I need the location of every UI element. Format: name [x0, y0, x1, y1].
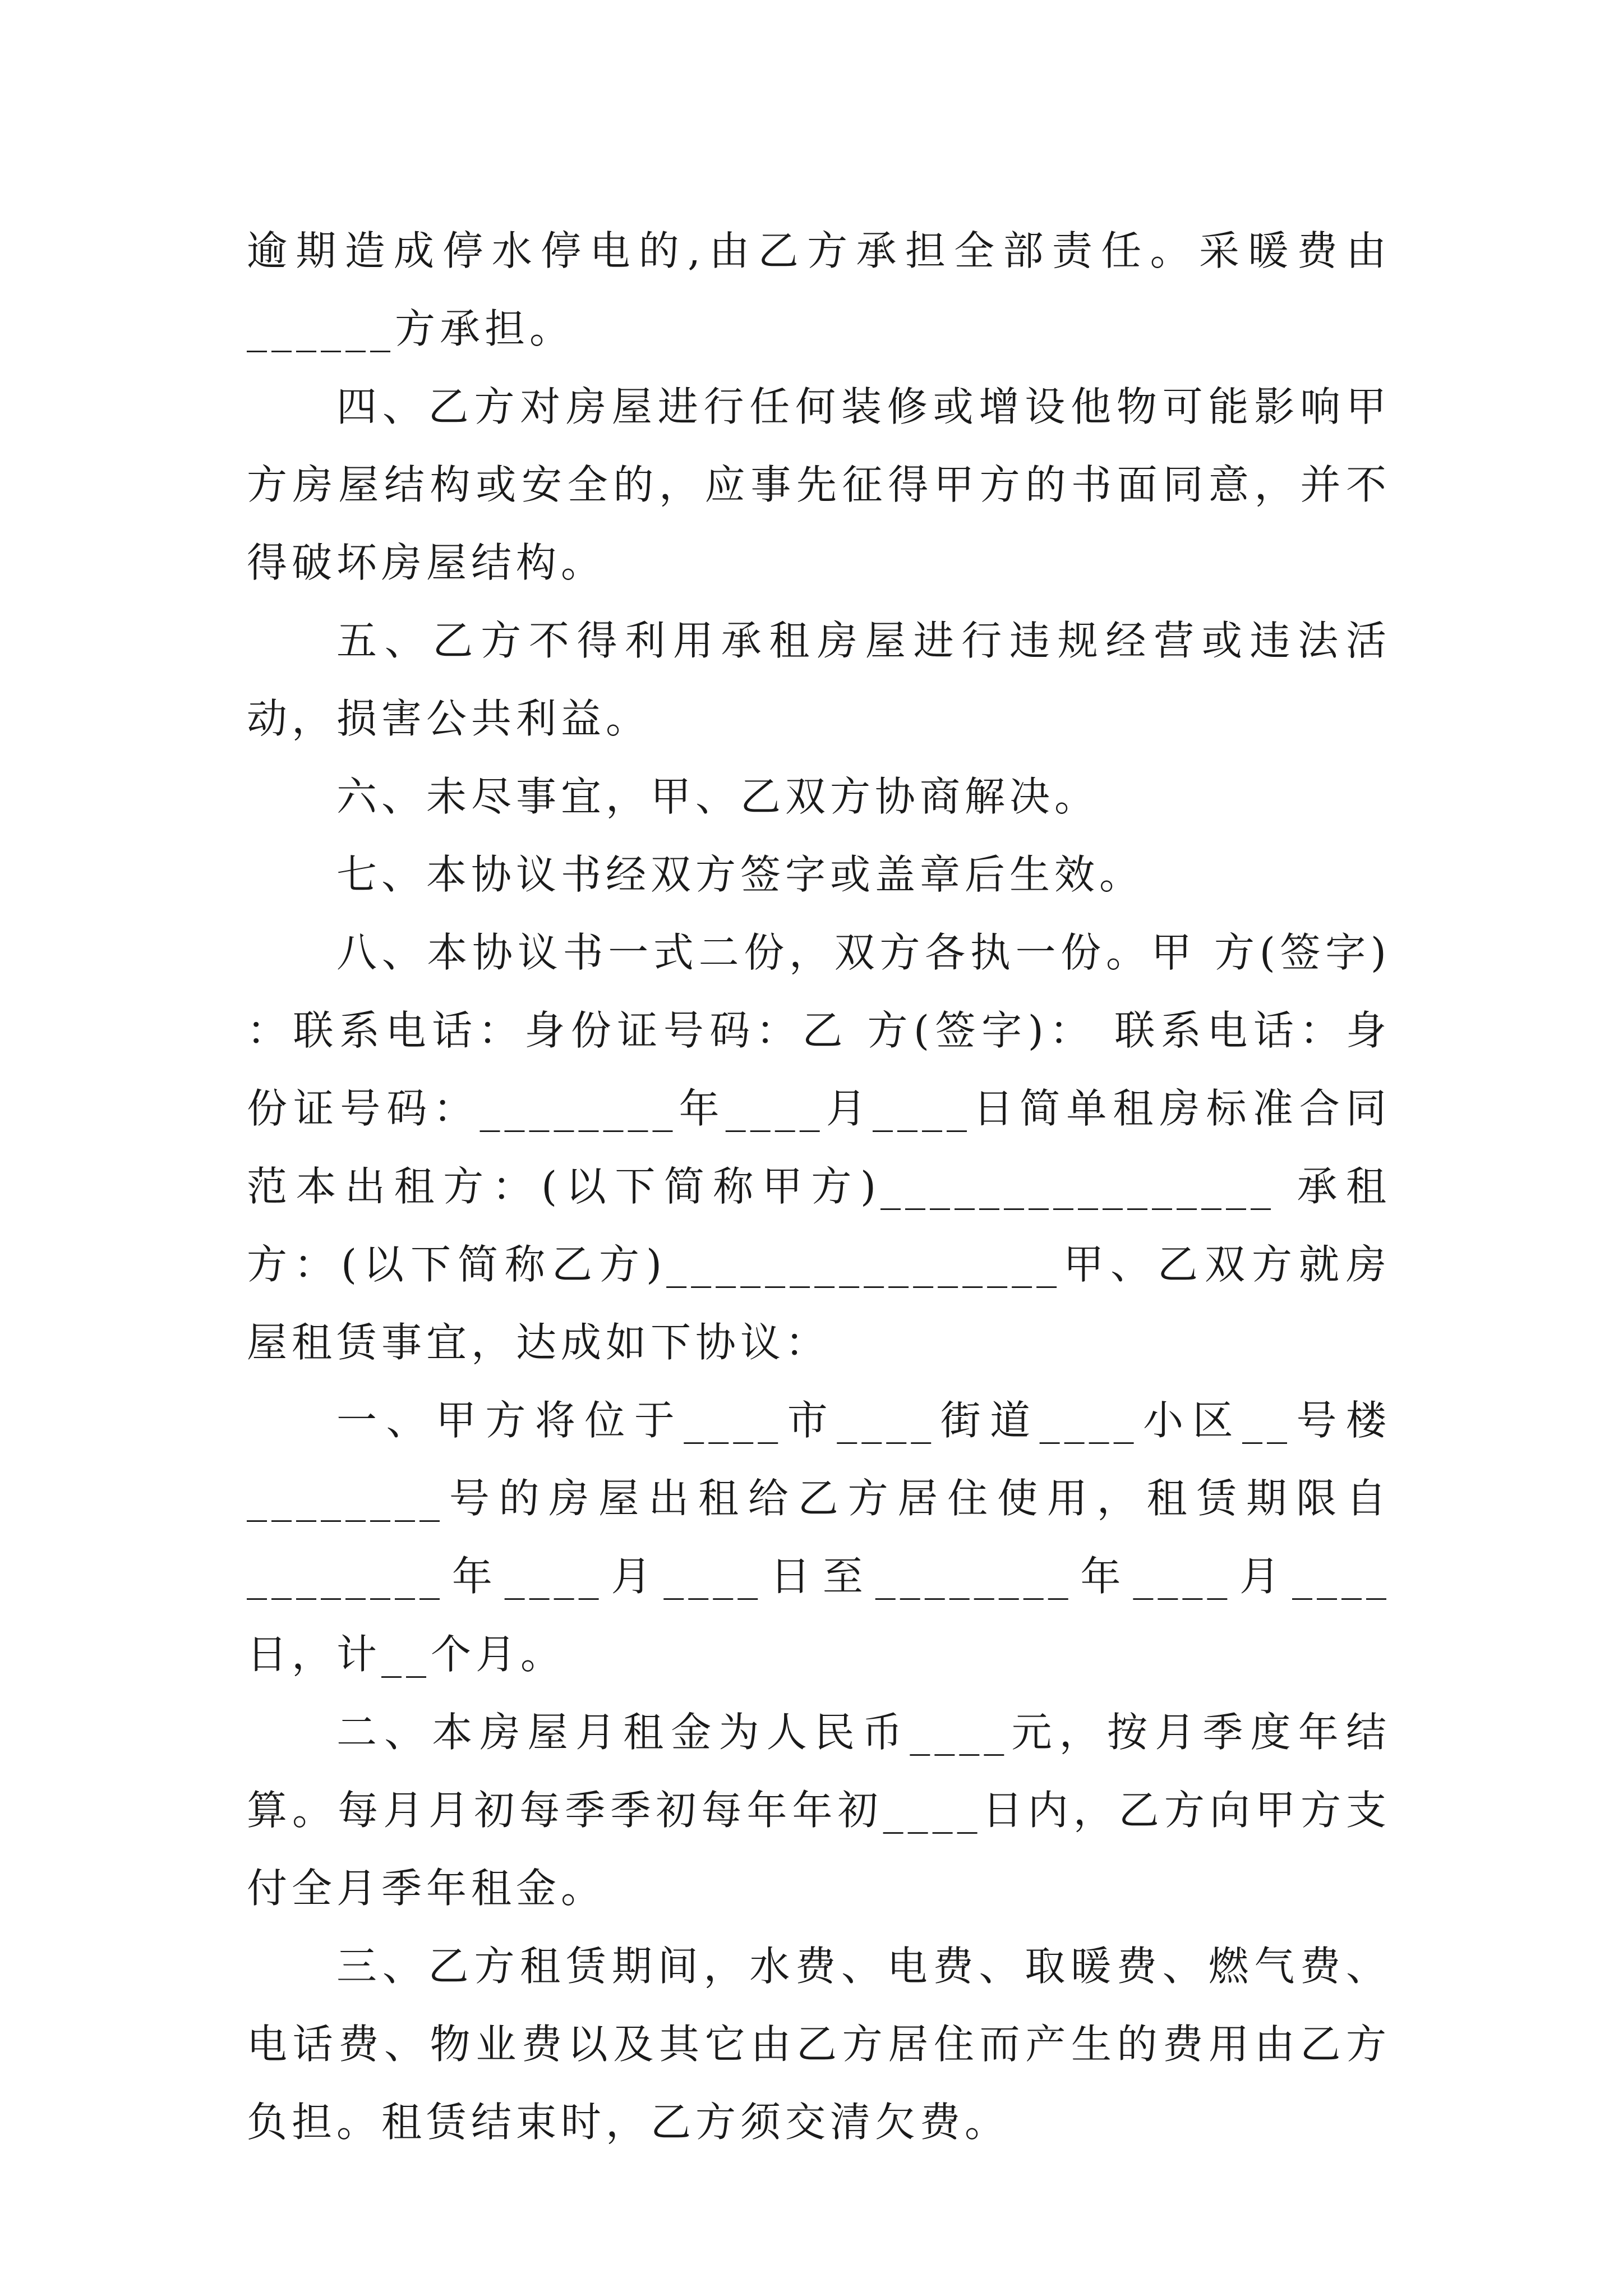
paragraph-clause-7: 七、本协议书经双方签字或盖章后生效。 — [336, 851, 1145, 898]
paragraph-clause-8: 八、本协议书一式二份，双方各执一份。甲 方(签字) ：联系电话：身份证号码：乙 方(签字)： 联系电话：身份证号码：________年____月____日简单租房标准合同范本出租方：(以下简称甲方)________________ 承租方：(以下简称乙方)________________甲、乙双方就房屋租赁事宜，达成如下协议： — [247, 929, 1391, 1366]
paragraph-clause-4: 四、乙方对房屋进行任何装修或增设他物可能影响甲方房屋结构或安全的，应事先征得甲方的书面同意，并不得破坏房屋结构。 — [247, 383, 1391, 586]
document-body — [247, 212, 1391, 2161]
paragraph-clause-2: 二、本房屋月租金为人民币____元，按月季度年结算。每月月初每季季初每年年初____日内，乙方向甲方支付全月季年租金。 — [247, 1709, 1391, 1912]
paragraph-clause-5: 五、乙方不得利用承租房屋进行违规经营或违法活动，损害公共利益。 — [247, 617, 1391, 742]
paragraph-clause-1: 一、甲方将位于____市____街道____小区__号楼________号的房屋出租给乙方居住使用，租赁期限自________年____月____日至________年____月____日，计__个月。 — [247, 1397, 1391, 1678]
paragraph-clause-3: 三、乙方租赁期间，水费、电费、取暖费、燃气费、电话费、物业费以及其它由乙方居住而产生的费用由乙方负担。租赁结束时，乙方须交清欠费。 — [247, 1943, 1391, 2146]
paragraph-heating-fee: 逾期造成停水停电的,由乙方承担全部责任。采暖费由______方承担。 — [247, 227, 1391, 352]
paragraph-clause-6: 六、未尽事宜，甲、乙双方协商解决。 — [336, 773, 1100, 820]
